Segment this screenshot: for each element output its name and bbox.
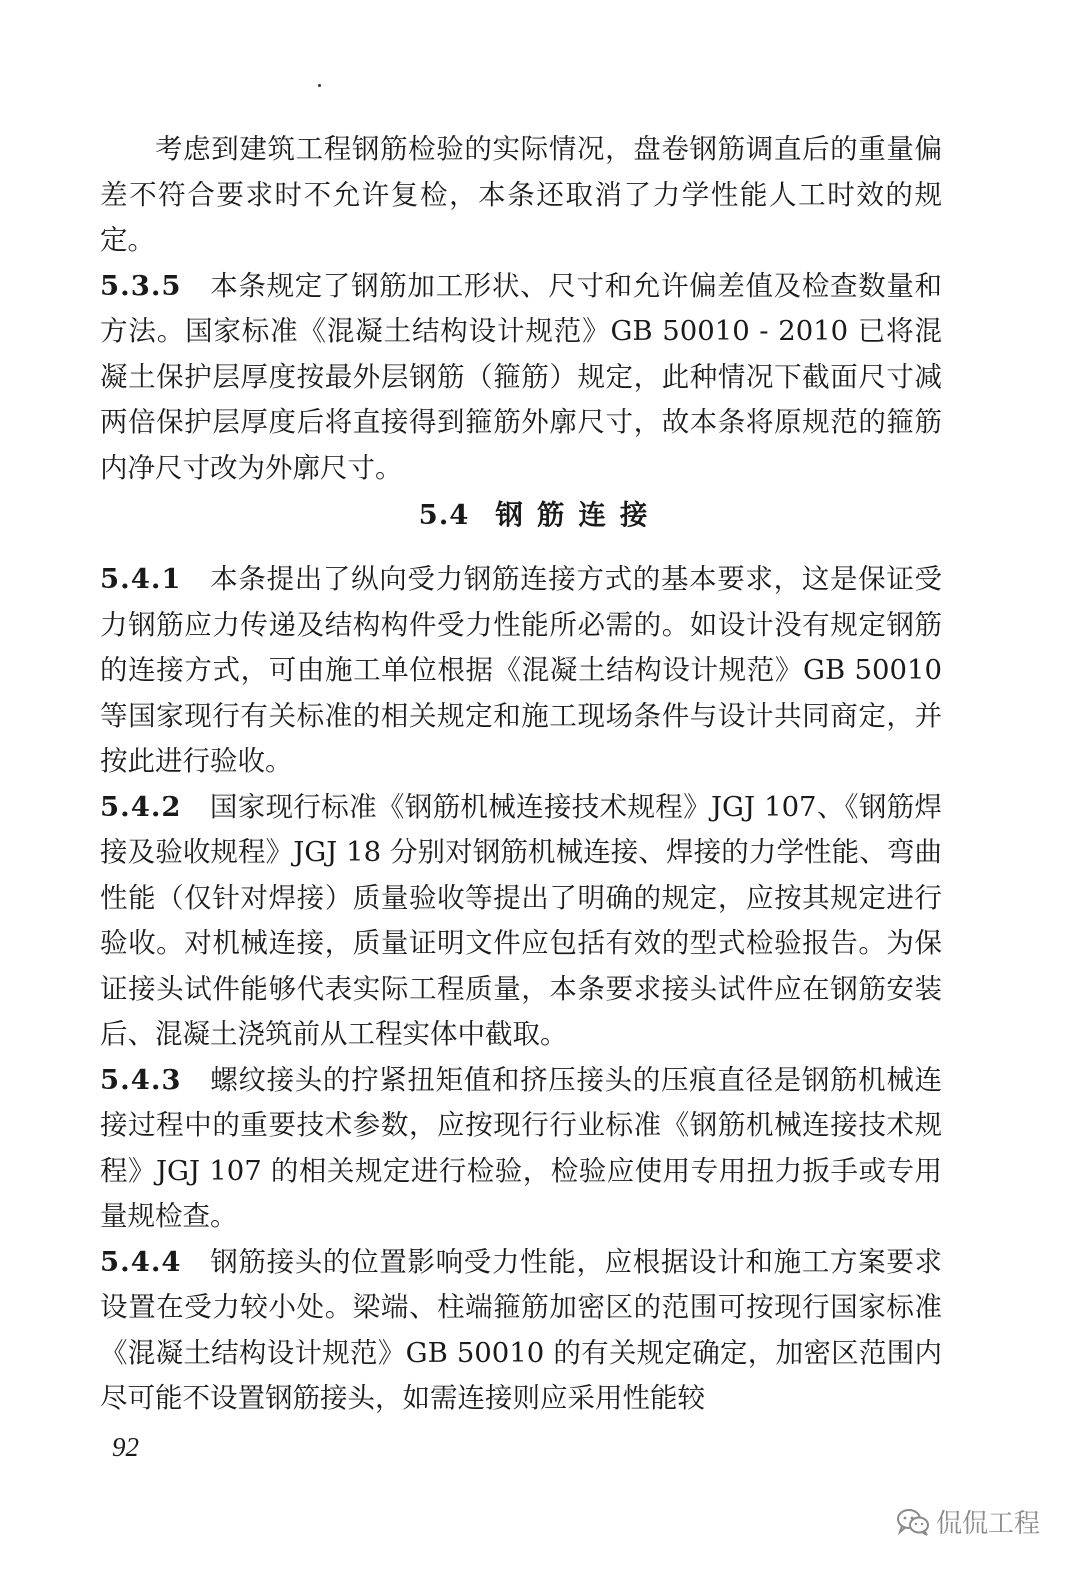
clause-5-4-1	[100, 557, 942, 785]
lower-text-block	[100, 557, 942, 1422]
clause-5-4-4	[100, 1240, 942, 1422]
clause-5-3-5	[100, 264, 942, 492]
clause-number: 5.4.2	[100, 790, 182, 823]
clause-text: 螺纹接头的拧紧扭矩值和挤压接头的压痕直径是钢筋机械连接过程中的重要技术参数，应按现行行业标准《钢筋机械连接技术规程》JGJ 107 的相关规定进行检验，检验应使用专用扭力扳手或专用量规检查。	[100, 1063, 942, 1232]
clause-text: 本条提出了纵向受力钢筋连接方式的基本要求，这是保证受力钢筋应力传递及结构构件受力性能所必需的。如设计没有规定钢筋的连接方式，可由施工单位根据《混凝土结构设计规范》GB 50010 等国家现行有关标准的相关规定和施工现场条件与设计共同商定，并按此进行验收。	[100, 563, 942, 777]
clause-text: 本条规定了钢筋加工形状、尺寸和允许偏差值及检查数量和方法。国家标准《混凝土结构设计规范》GB 50010 - 2010 已将混凝土保护层厚度按最外层钢筋（箍筋）规定，此种情况下截面尺寸减两倍保护层厚度后将直接得到箍筋外廓尺寸，故本条将原规范的箍筋内净尺寸改为外廓尺寸。	[100, 269, 942, 484]
clause-5-4-2	[100, 785, 942, 1058]
clause-number: 5.3.5	[100, 269, 182, 302]
clause-text: 国家现行标准《钢筋机械连接技术规程》JGJ 107、《钢筋焊接及验收规程》JGJ 18 分别对钢筋机械连接、焊接的力学性能、弯曲性能（仅针对焊接）质量验收等提出了明确的规定，应按其规定进行验收。对机械连接，质量证明文件应包括有效的型式检验报告。为保证接头试件能够代表实际工程质量，本条要求接头试件应在钢筋安装后、混凝土浇筑前从工程实体中截取。	[100, 790, 942, 1050]
clause-text: 钢筋接头的位置影响受力性能，应根据设计和施工方案要求设置在受力较小处。梁端、柱端箍筋加密区的范围可按现行国家标准《混凝土结构设计规范》GB 50010 的有关规定确定，加密区范围内尽可能不设置钢筋接头，如需连接则应采用性能较	[100, 1245, 942, 1414]
upper-text-block	[100, 127, 942, 491]
watermark-text: 侃侃工程	[936, 1509, 1041, 1539]
clause-number: 5.4.4	[100, 1245, 182, 1278]
clause-number: 5.4.3	[100, 1063, 182, 1096]
intro-paragraph: 考虑到建筑工程钢筋检验的实际情况，盘卷钢筋调直后的重量偏差不符合要求时不允许复检，本条还取消了力学性能人工时效的规定。	[100, 133, 942, 256]
clause-5-4-3	[100, 1058, 942, 1240]
section-number: 5.4	[418, 499, 470, 531]
clause-number: 5.4.1	[100, 563, 182, 595]
scan-speck	[318, 84, 321, 87]
section-heading	[0, 493, 1080, 538]
section-title: 钢筋连接	[495, 499, 662, 531]
watermark	[896, 1503, 1040, 1540]
wechat-bubble-icon	[896, 1507, 930, 1537]
page-number: 92	[112, 1432, 139, 1462]
